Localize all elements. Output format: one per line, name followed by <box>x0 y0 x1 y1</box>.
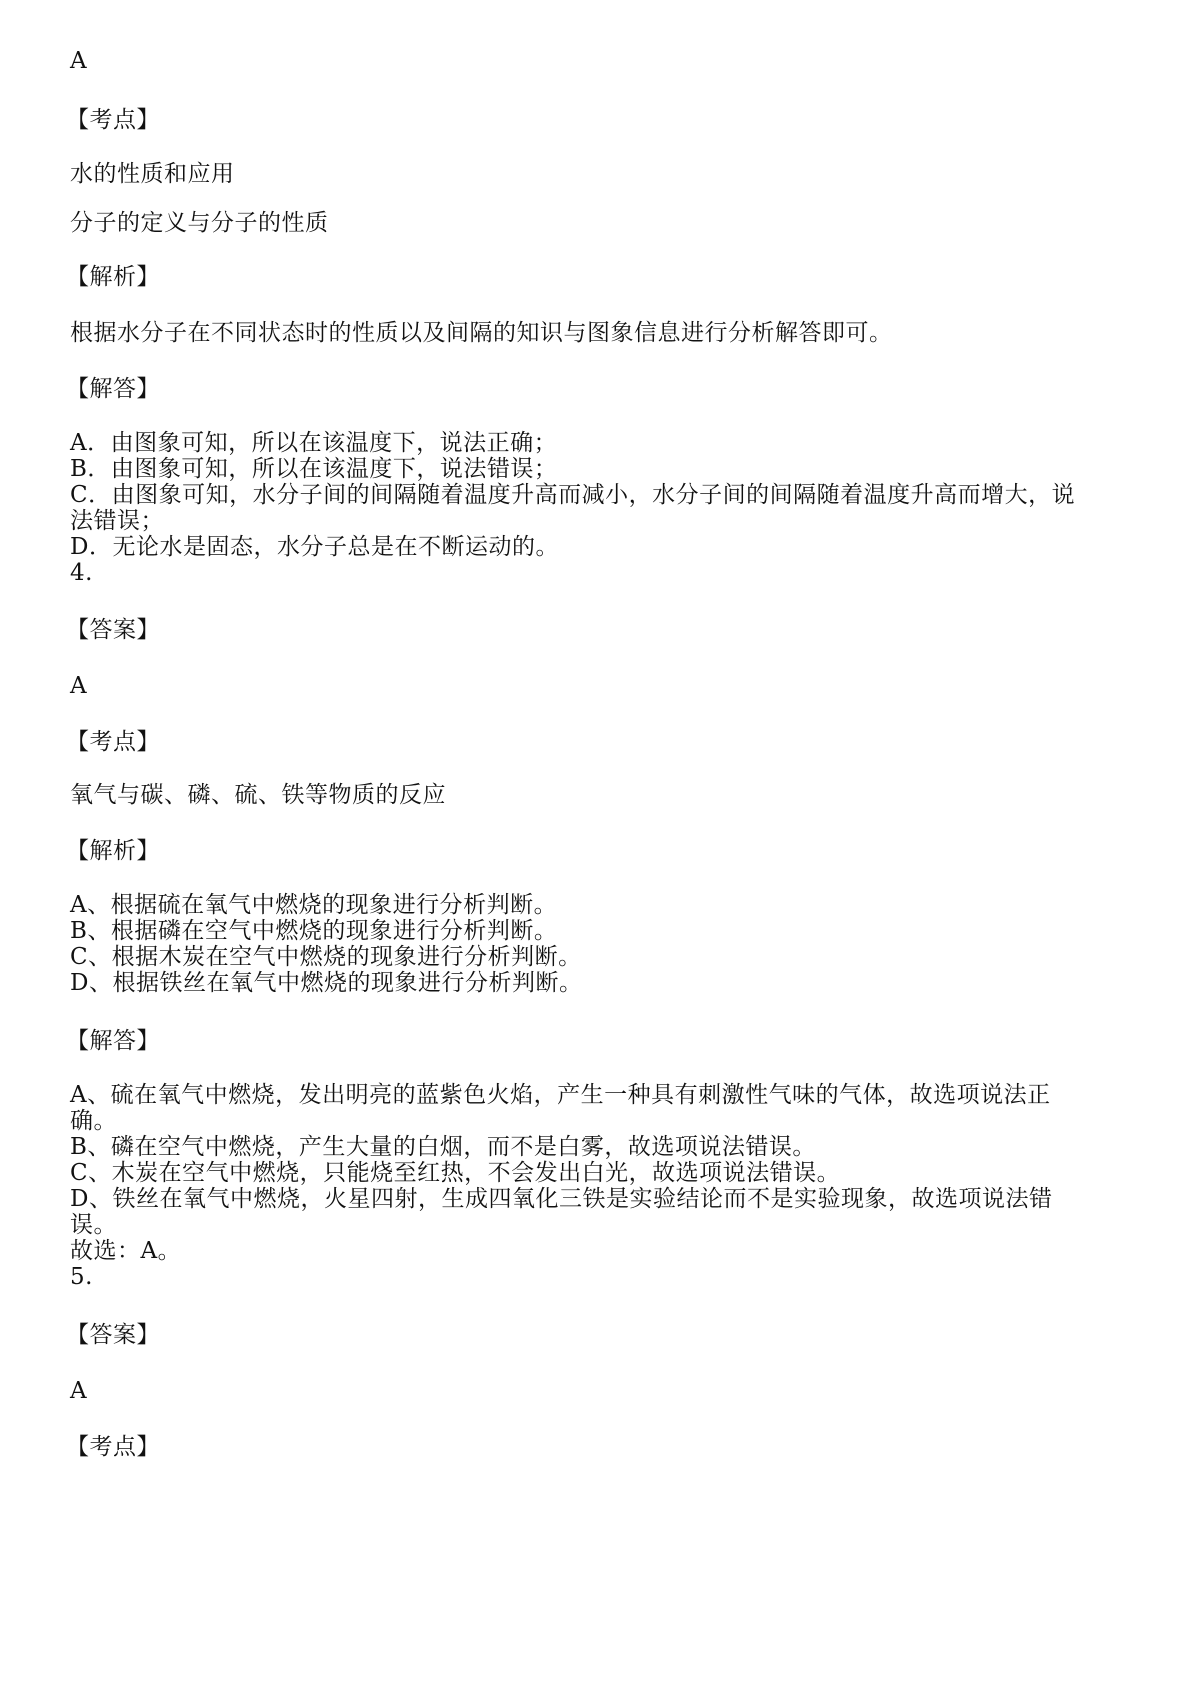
q3-jieda-heading: 【解答】 <box>66 376 160 402</box>
q3-kaodian-item: 分子的定义与分子的性质 <box>70 210 329 236</box>
q5-kaodian-heading: 【考点】 <box>66 1434 160 1460</box>
q4-jieda-line: D、铁丝在氧气中燃烧，火星四射，生成四氧化三铁是实验结论而不是实验现象，故选项说法错 <box>70 1186 1053 1212</box>
q4-number: 4. <box>70 560 93 586</box>
q4-jieda-line: A、硫在氧气中燃烧，发出明亮的蓝紫色火焰，产生一种具有刺激性气味的气体，故选项说法正 <box>70 1082 1051 1108</box>
q4-jieda-line: 故选：A。 <box>70 1238 182 1264</box>
q3-jiexi-text: 根据水分子在不同状态时的性质以及间隔的知识与图象信息进行分析解答即可。 <box>70 320 893 346</box>
q3-answer: A <box>70 48 88 74</box>
q4-kaodian-text: 氧气与碳、磷、硫、铁等物质的反应 <box>70 782 446 808</box>
q4-jieda-line: 误。 <box>70 1212 117 1238</box>
q4-jieda-line: 确。 <box>70 1108 117 1134</box>
q5-number: 5. <box>70 1264 93 1290</box>
q3-kaodian-heading: 【考点】 <box>66 107 160 133</box>
q3-jieda-line: D．无论水是固态，水分子总是在不断运动的。 <box>70 534 559 560</box>
q4-jieda-line: C、木炭在空气中燃烧，只能烧至红热，不会发出白光，故选项说法错误。 <box>70 1160 841 1186</box>
q5-answer: A <box>70 1378 88 1404</box>
q3-jieda-line: B．由图象可知，所以在该温度下，说法错误； <box>70 456 558 482</box>
q4-jieda-line: B、磷在空气中燃烧，产生大量的白烟，而不是白雾，故选项说法错误。 <box>70 1134 816 1160</box>
q4-jieda-heading: 【解答】 <box>66 1028 160 1054</box>
q4-jiexi-heading: 【解析】 <box>66 838 160 864</box>
q3-jieda-line: A．由图象可知，所以在该温度下，说法正确； <box>70 430 558 456</box>
q3-jieda-line: 法错误； <box>70 508 164 534</box>
q4-jiexi-line: B、根据磷在空气中燃烧的现象进行分析判断。 <box>70 918 558 944</box>
q3-jiexi-heading: 【解析】 <box>66 264 160 290</box>
q4-daan-heading: 【答案】 <box>66 617 160 643</box>
q4-answer: A <box>70 673 88 699</box>
q4-jiexi-line: D、根据铁丝在氧气中燃烧的现象进行分析判断。 <box>70 970 583 996</box>
q4-jiexi-line: A、根据硫在氧气中燃烧的现象进行分析判断。 <box>70 892 558 918</box>
q4-jiexi-line: C、根据木炭在空气中燃烧的现象进行分析判断。 <box>70 944 582 970</box>
q3-jieda-line: C．由图象可知，水分子间的间隔随着温度升高而减小，水分子间的间隔随着温度升高而增大，说 <box>70 482 1076 508</box>
q4-kaodian-heading: 【考点】 <box>66 729 160 755</box>
q3-kaodian-item: 水的性质和应用 <box>70 161 235 187</box>
q5-daan-heading: 【答案】 <box>66 1322 160 1348</box>
